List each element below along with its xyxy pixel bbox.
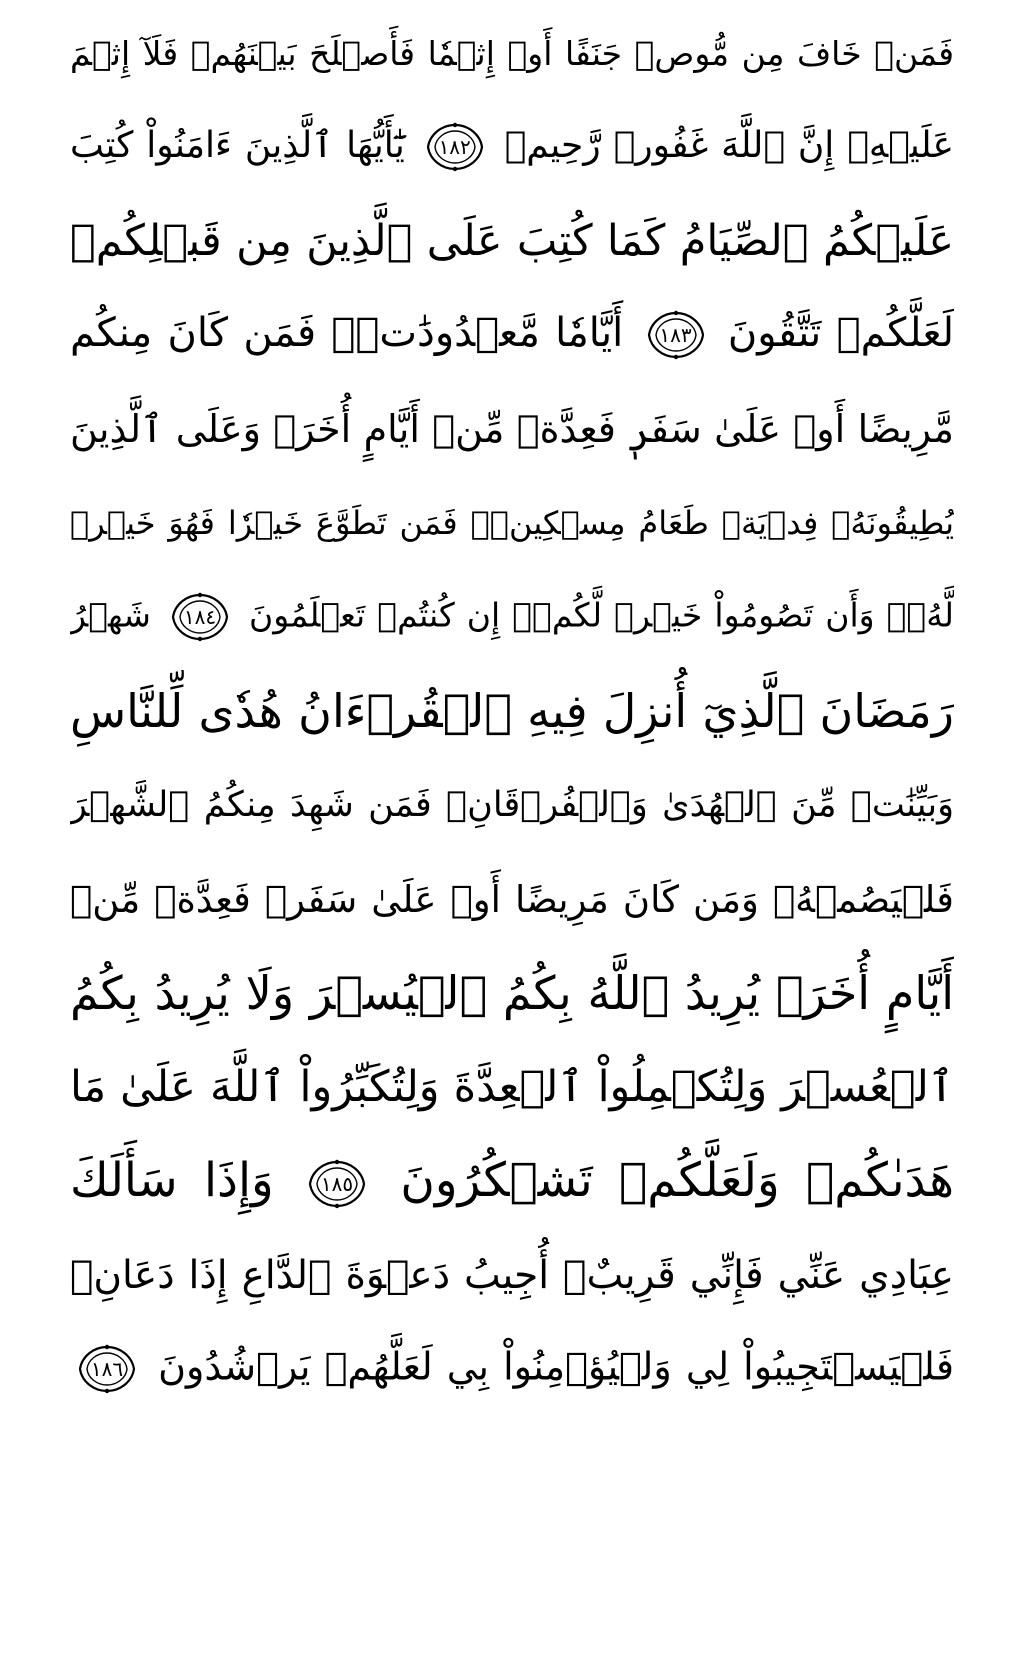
ayah-number: ١٨٤ xyxy=(183,605,217,629)
verse-text: لَّهُۥۚ وَأَن تَصُومُواْ خَيۡرٞ لَّكُمۡۖ إِن كُنتُمۡ تَعۡلَمُونَ xyxy=(249,595,954,635)
line-content xyxy=(70,310,954,360)
ayah-end-marker xyxy=(169,592,231,642)
ayah-end-marker xyxy=(645,310,707,360)
text-line xyxy=(70,1040,954,1134)
ayah-number: ١٨٦ xyxy=(90,1357,124,1381)
line-content xyxy=(70,785,954,825)
line-content xyxy=(70,122,954,172)
line-content xyxy=(70,684,954,738)
verse-text: لَعَلَّكُمۡ تَتَّقُونَ xyxy=(727,310,954,356)
verse-text: شَهۡرُ xyxy=(70,595,151,635)
verse-text: هَدَىٰكُمۡ وَلَعَلَّكُمۡ تَشۡكُرُونَ xyxy=(400,1153,954,1209)
text-line xyxy=(70,852,954,946)
text-line xyxy=(70,288,954,382)
verse-text: فَلۡيَصُمۡهُۖ وَمَن كَانَ مَرِيضًا أَوۡ عَلَىٰ سَفَرٖ فَعِدَّةٞ مِّنۡ xyxy=(70,877,954,921)
ayah-end-marker xyxy=(76,1344,138,1394)
text-line xyxy=(70,1322,954,1416)
ayah-number: ١٨٢ xyxy=(438,135,471,159)
verse-text: وَإِذَا سَأَلَكَ xyxy=(70,1153,274,1209)
verse-text: فَلۡيَسۡتَجِيبُواْ لِي وَلۡيُؤۡمِنُواْ بِي لَعَلَّهُمۡ يَرۡشُدُونَ xyxy=(158,1344,954,1389)
verse-text: عَلَيۡكُمُ ٱلصِّيَامُ كَمَا كُتِبَ عَلَى ٱلَّذِينَ مِن قَبۡلِكُمۡ xyxy=(70,216,954,266)
ayah-end-marker xyxy=(424,122,486,172)
verse-text: رَمَضَانَ ٱلَّذِيٓ أُنزِلَ فِيهِ ٱلۡقُرۡءَانُ هُدٗى لِّلنَّاسِ xyxy=(70,684,954,738)
line-content xyxy=(70,216,954,266)
text-line xyxy=(70,570,954,664)
text-line xyxy=(70,100,954,194)
text-line xyxy=(70,382,954,476)
line-content xyxy=(70,966,954,1020)
verse-text: مَّرِيضًا أَوۡ عَلَىٰ سَفَرٖ فَعِدَّةٞ مِّنۡ أَيَّامٍ أُخَرَۚ وَعَلَى ٱلَّذِينَ xyxy=(70,407,954,451)
line-content xyxy=(70,1062,954,1112)
text-line xyxy=(70,664,954,758)
text-line xyxy=(70,946,954,1040)
line-content xyxy=(70,878,954,921)
ayah-number: ١٨٣ xyxy=(659,323,692,347)
text-line xyxy=(70,6,954,100)
text-line xyxy=(70,1134,954,1228)
verse-text: أَيَّامٗا مَّعۡدُودَٰتٖۚ فَمَن كَانَ مِنكُم xyxy=(70,310,624,356)
line-content xyxy=(70,1153,954,1209)
line-content xyxy=(70,407,954,451)
text-line xyxy=(70,194,954,288)
verse-text: وَبَيِّنَٰتٖ مِّنَ ٱلۡهُدَىٰ وَٱلۡفُرۡقَانِۚ فَمَن شَهِدَ مِنكُمُ ٱلشَّهۡرَ xyxy=(70,785,954,825)
text-line xyxy=(70,1228,954,1322)
line-content xyxy=(70,34,954,73)
verse-text: يَٰٓأَيُّهَا ٱلَّذِينَ ءَامَنُواْ كُتِبَ xyxy=(70,125,405,166)
line-content xyxy=(70,504,954,542)
ayah-end-marker xyxy=(306,1159,368,1209)
text-line xyxy=(70,476,954,570)
ayah-number: ١٨٥ xyxy=(320,1171,354,1196)
line-content xyxy=(70,592,954,642)
verse-text: ٱلۡعُسۡرَ وَلِتُكۡمِلُواْ ٱلۡعِدَّةَ وَلِتُكَبِّرُواْ ٱللَّهَ عَلَىٰ مَا xyxy=(70,1062,954,1112)
verse-text: فَمَنۡ خَافَ مِن مُّوصٖ جَنَفًا أَوۡ إِثۡمٗا فَأَصۡلَحَ بَيۡنَهُمۡ فَلَآ إِثۡمَ xyxy=(70,33,954,73)
line-content xyxy=(70,1344,954,1394)
verse-text: أَيَّامٍ أُخَرَۗ يُرِيدُ ٱللَّهُ بِكُمُ ٱلۡيُسۡرَ وَلَا يُرِيدُ بِكُمُ xyxy=(70,966,954,1020)
verse-text: عِبَادِي عَنِّي فَإِنِّي قَرِيبٌۖ أُجِيبُ دَعۡوَةَ ٱلدَّاعِ إِذَا دَعَانِۖ xyxy=(70,1252,954,1298)
verse-text: يُطِيقُونَهُۥ فِدۡيَةٞ طَعَامُ مِسۡكِينٖۖ فَمَن تَطَوَّعَ خَيۡرٗا فَهُوَ خَيۡرٞ xyxy=(70,504,954,542)
verse-text: عَلَيۡهِۚ إِنَّ ٱللَّهَ غَفُورٞ رَّحِيمٞ xyxy=(504,125,954,166)
text-line xyxy=(70,758,954,852)
line-content xyxy=(70,1253,954,1298)
